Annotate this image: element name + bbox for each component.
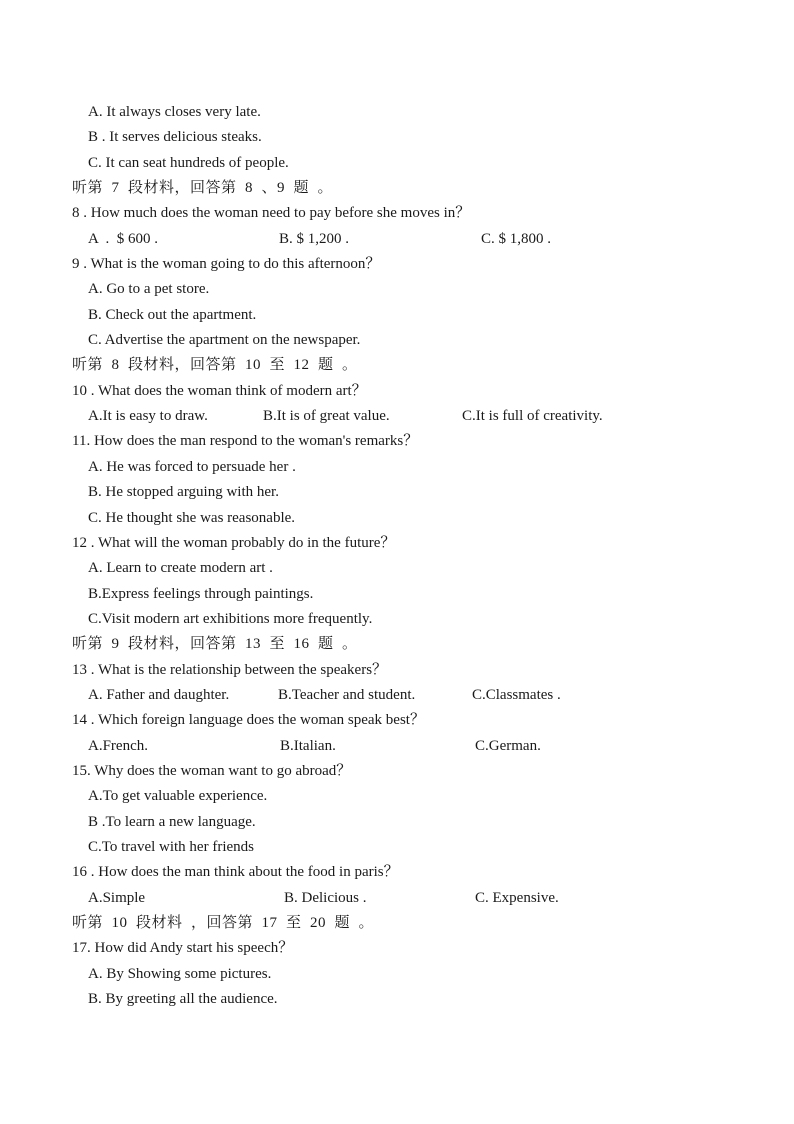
q13-option-c: C.Classmates . xyxy=(472,686,561,703)
q10-option-a: A.It is easy to draw. xyxy=(88,408,208,425)
q14-options-row xyxy=(0,734,794,759)
q9-option-c: C. Advertise the apartment on the newspaper. xyxy=(88,332,361,349)
q10-option-b: B.It is of great value. xyxy=(263,408,390,425)
q7-option-b: B . It serves delicious steaks. xyxy=(88,129,262,146)
question-9: 9 . What is the woman going to do this afternoon？ xyxy=(72,256,381,273)
question-13: 13 . What is the relationship between the speakers？ xyxy=(72,661,388,678)
q12-option-b: B.Express feelings through paintings. xyxy=(88,585,314,602)
question-12: 12 . What will the woman probably do in the future？ xyxy=(72,534,396,551)
question-10: 10 . What does the woman think of modern art？ xyxy=(72,382,367,399)
question-14: 14 . Which foreign language does the woman speak best？ xyxy=(72,712,425,729)
q15-option-c: C.To travel with her friends xyxy=(88,838,254,855)
q16-options-row xyxy=(0,886,794,911)
q14-option-b: B.Italian. xyxy=(280,737,336,754)
q11-option-a: A. He was forced to persuade her . xyxy=(88,458,296,475)
q16-option-a: A.Simple xyxy=(88,889,146,906)
q9-option-a: A. Go to a pet store. xyxy=(88,281,210,298)
q16-option-c: C. Expensive. xyxy=(475,889,559,906)
q8-option-b: B. $ 1,200 . xyxy=(279,230,350,247)
q7-option-c: C. It can seat hundreds of people. xyxy=(88,154,289,171)
question-17: 17. How did Andy start his speech？ xyxy=(72,940,294,957)
section-7-heading: 听第 7 段材料，回答第 8 、9 题 。 xyxy=(72,180,334,197)
question-15: 15. Why does the woman want to go abroad？ xyxy=(72,762,352,779)
q15-option-b: B .To learn a new language. xyxy=(88,813,256,830)
q11-option-b: B. He stopped arguing with her. xyxy=(88,484,279,501)
section-9-heading: 听第 9 段材料，回答第 13 至 16 题 。 xyxy=(72,636,358,653)
question-11: 11. How does the man respond to the woman's remarks？ xyxy=(72,433,419,450)
q10-option-c: C.It is full of creativity. xyxy=(462,408,603,425)
q13-options-row xyxy=(0,683,794,708)
q8-option-a: A . $ 600 . xyxy=(88,230,159,247)
section-10-heading: 听第 10 段材料 ，回答第 17 至 20 题 。 xyxy=(72,915,375,931)
section-8-heading: 听第 8 段材料，回答第 10 至 12 题 。 xyxy=(72,357,358,374)
q16-option-b: B. Delicious . xyxy=(284,889,367,906)
q13-option-a: A. Father and daughter. xyxy=(88,686,230,703)
q8-options-row xyxy=(0,227,794,252)
q13-option-b: B.Teacher and student. xyxy=(278,686,416,703)
q17-option-a: A. By Showing some pictures. xyxy=(88,965,272,982)
q12-option-a: A. Learn to create modern art . xyxy=(88,560,273,577)
exam-page xyxy=(0,100,794,1012)
q17-option-b: B. By greeting all the audience. xyxy=(88,991,278,1008)
q12-option-c: C.Visit modern art exhibitions more frequently. xyxy=(88,610,373,627)
q10-options-row xyxy=(0,404,794,429)
q14-option-a: A.French. xyxy=(88,737,148,754)
q7-option-a: A. It always closes very late. xyxy=(88,104,261,120)
q11-option-c: C. He thought she was reasonable. xyxy=(88,509,296,526)
question-16: 16 . How does the man think about the food in paris？ xyxy=(72,864,399,881)
question-8: 8 . How much does the woman need to pay before she moves in？ xyxy=(72,205,471,222)
q9-option-b: B. Check out the apartment. xyxy=(88,306,257,323)
q15-option-a: A.To get valuable experience. xyxy=(88,788,268,805)
q8-option-c: C. $ 1,800 . xyxy=(481,230,552,247)
q14-option-c: C.German. xyxy=(475,737,541,754)
